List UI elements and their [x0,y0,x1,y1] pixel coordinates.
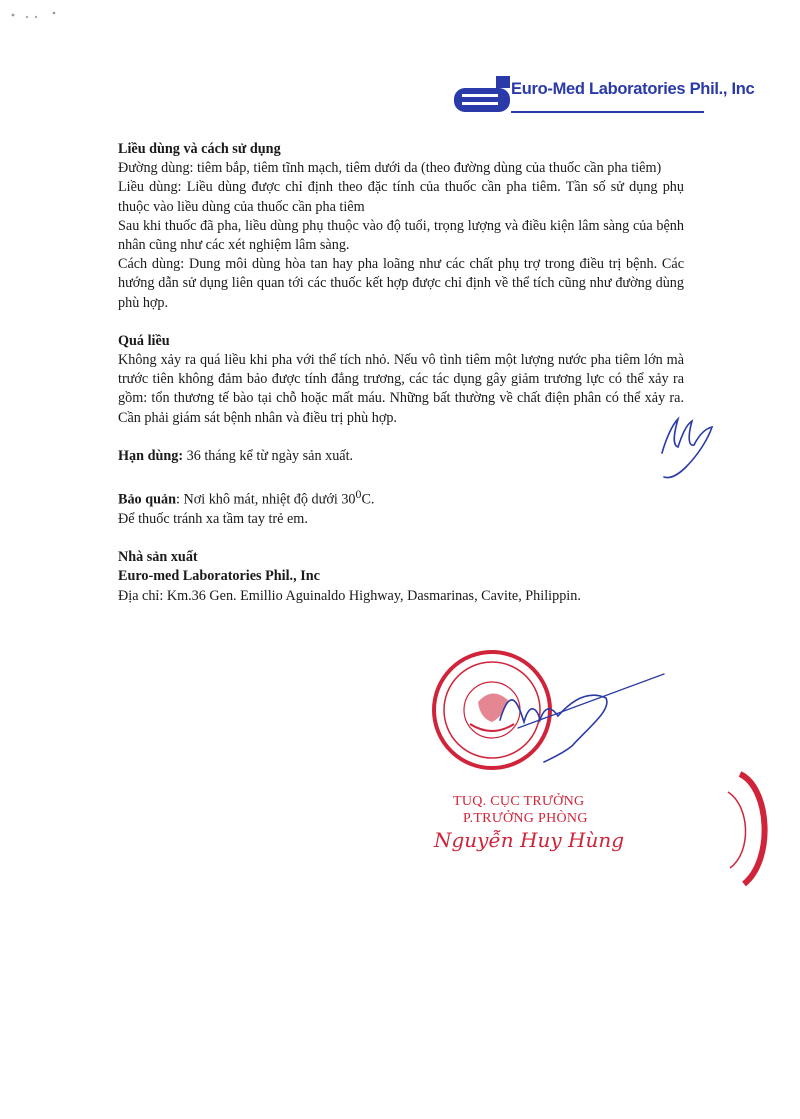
dosage-amount: Liều dùng: Liều dùng được chỉ định theo đặc tính của thuốc cần pha tiêm. Tần số sử dụng phụ thuộc vào liều dùng của thuốc cần pha tiêm [118,179,684,215]
storage-value: : Nơi khô mát, nhiệt độ dưới 30 [175,491,356,508]
manufacturer-address: Địa chỉ: Km.36 Gen. Emillio Aguinaldo Highway, Dasmarinas, Cavite, Philippin. [118,587,581,604]
overdose-heading: Quá liều [118,332,170,349]
storage-degree-sup: 0 [355,487,362,502]
partial-seal-icon [720,770,800,890]
manufacturer-name: Euro-med Laboratories Phil., Inc [118,568,320,585]
storage-unit: C. [361,491,375,508]
dosage-administration: Cách dùng: Dung môi dùng hòa tan hay pha loãng như các chất phụ trợ trong điều trị bệnh. Các hướng dẫn sử dụng liên quan tới các thuốc kết hợp được chỉ định về thể tích cũng như đường dùng phù hợp. [118,256,684,311]
position-line: P.TRƯỞNG PHÒNG [463,811,588,826]
company-logo-text: Euro-Med Laboratories Phil., Inc [511,80,755,98]
signer-name: Nguyễn Huy Hùng [434,828,625,852]
expiry-value: 36 tháng kể từ ngày sản xuất. [183,447,354,464]
initials-signature-icon [648,395,728,480]
dosage-route: Đường dùng: tiêm bắp, tiêm tĩnh mạch, tiêm dưới da (theo đường dùng của thuốc cần pha tiêm) [118,160,662,177]
storage-children-warning: Để thuốc tránh xa tầm tay trẻ em. [118,510,308,527]
overdose-text: Không xảy ra quá liều khi pha với thể tích nhỏ. Nếu vô tình tiêm một lượng nước pha tiêm lớn mà trước tiên không đảm bảo được tính đẳng trương, các tác dụng gây giảm trương lực có thể xảy ra gồm: tổn thương tế bào tại chỗ hoặc mất máu. Những bất thường về chất điện phân có thể xảy ra. Cần phải giám sát bệnh nhân và điều trị phù hợp. [118,352,684,426]
expiry-label: Hạn dùng: [118,447,184,464]
dosage-after-preparation: Sau khi thuốc đã pha, liều dùng phụ thuộc vào độ tuổi, trọng lượng và điều kiện lâm sàng của bệnh nhân cũng như các xét nghiệm lâm sàng. [118,217,684,254]
expiry-line [118,447,684,466]
scan-speck-marks [10,8,60,20]
dosage-heading: Liều dùng và cách sử dụng [118,141,281,157]
storage-line [118,485,684,510]
storage-label: Bảo quản [118,491,176,508]
authorization-line: TUQ. CỤC TRƯỞNG [453,794,585,809]
document-body [118,140,684,606]
manufacturer-heading: Nhà sản xuất [118,549,198,566]
